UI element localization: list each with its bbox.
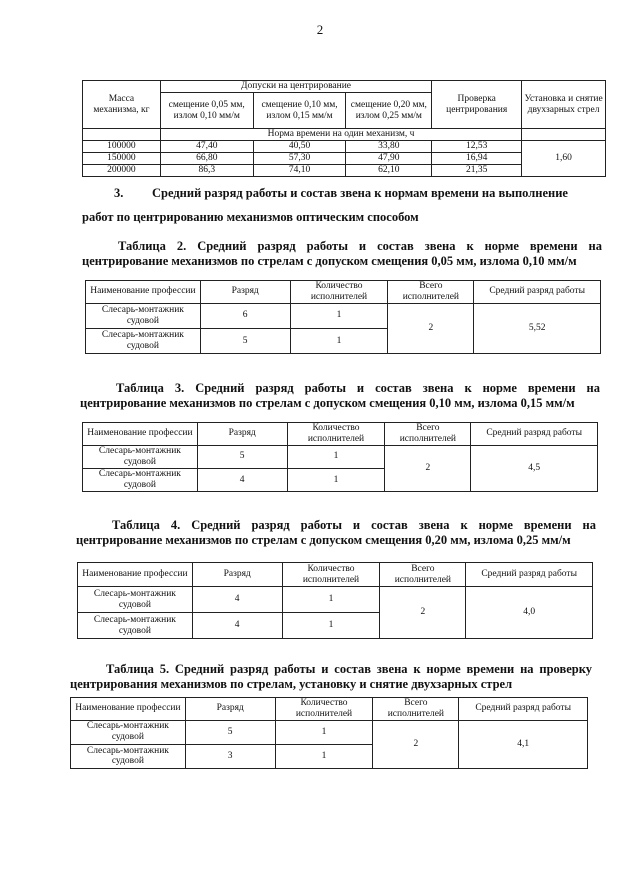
count-cell: 1 xyxy=(287,445,385,468)
grade-cell: 6 xyxy=(200,303,290,328)
profession-cell: Слесарь-монтажник судовой xyxy=(86,328,201,353)
col-header-grade: Разряд xyxy=(197,423,287,446)
mass-cell: 200000 xyxy=(83,164,161,176)
tolerance-1-cell: 47,40 xyxy=(160,140,253,152)
col-header-mass: Масса механизма, кг xyxy=(83,81,161,129)
total-cell: 2 xyxy=(388,303,474,353)
average-cell: 5,52 xyxy=(474,303,601,353)
total-cell: 2 xyxy=(373,720,459,768)
col-header-total: Всего исполнителей xyxy=(380,563,466,587)
tolerance-3-cell: 47,90 xyxy=(346,152,432,164)
check-cell: 12,53 xyxy=(432,140,522,152)
install-cell: 1,60 xyxy=(522,140,606,176)
profession-cell: Слесарь-монтажник судовой xyxy=(86,303,201,328)
crew-table-3 xyxy=(82,422,598,492)
mass-cell: 100000 xyxy=(83,140,161,152)
empty-cell xyxy=(83,129,161,141)
check-cell: 16,94 xyxy=(432,152,522,164)
profession-cell: Слесарь-монтажник судовой xyxy=(78,587,193,613)
count-cell: 1 xyxy=(290,328,388,353)
col-header-count: Количество исполнителей xyxy=(287,423,385,446)
mass-cell: 150000 xyxy=(83,152,161,164)
average-cell: 4,5 xyxy=(471,445,598,491)
profession-cell: Слесарь-монтажник судовой xyxy=(83,445,198,468)
grade-cell: 4 xyxy=(197,468,287,491)
section-number: 3. xyxy=(114,186,124,200)
count-cell: 1 xyxy=(282,613,380,639)
profession-cell: Слесарь-монтажник судовой xyxy=(71,744,186,768)
profession-cell: Слесарь-монтажник судовой xyxy=(83,468,198,491)
check-cell: 21,35 xyxy=(432,164,522,176)
col-header-profession: Наименование профессии xyxy=(86,281,201,304)
grade-cell: 4 xyxy=(192,613,282,639)
section-3-heading xyxy=(82,186,602,201)
col-header-profession: Наименование профессии xyxy=(83,423,198,446)
table-3-title: Таблица 3. Средний разряд работы и состав звена к норме времени на центрирование механизмов по стрелам с допуском смещения 0,10 мм, излома 0,15 мм/м xyxy=(80,381,600,410)
col-header-tolerance-1: смещение 0,05 мм, излом 0,10 мм/м xyxy=(160,93,253,129)
col-header-count: Количество исполнителей xyxy=(290,281,388,304)
col-header-average: Средний разряд работы xyxy=(474,281,601,304)
col-header-total: Всего исполнителей xyxy=(385,423,471,446)
grade-cell: 5 xyxy=(200,328,290,353)
col-header-grade: Разряд xyxy=(185,698,275,721)
count-cell: 1 xyxy=(275,744,373,768)
tolerance-2-cell: 74,10 xyxy=(253,164,346,176)
crew-table-5 xyxy=(70,697,588,769)
col-header-tolerances: Допуски на центрирование xyxy=(160,81,431,93)
time-norms-table xyxy=(82,80,606,177)
col-header-grade: Разряд xyxy=(192,563,282,587)
grade-cell: 5 xyxy=(197,445,287,468)
col-header-average: Средний разряд работы xyxy=(459,698,588,721)
col-header-tolerance-2: смещение 0,10 мм, излом 0,15 мм/м xyxy=(253,93,346,129)
norm-caption-row: Норма времени на один механизм, ч xyxy=(160,129,521,141)
tolerance-2-cell: 40,50 xyxy=(253,140,346,152)
count-cell: 1 xyxy=(275,720,373,744)
col-header-count: Количество исполнителей xyxy=(275,698,373,721)
page-number: 2 xyxy=(316,22,324,37)
total-cell: 2 xyxy=(380,587,466,639)
empty-cell xyxy=(522,129,606,141)
profession-cell: Слесарь-монтажник судовой xyxy=(78,613,193,639)
tolerance-1-cell: 66,80 xyxy=(160,152,253,164)
grade-cell: 5 xyxy=(185,720,275,744)
crew-table-2 xyxy=(85,280,601,354)
col-header-tolerance-3: смещение 0,20 мм, излом 0,25 мм/м xyxy=(346,93,432,129)
table-4-title: Таблица 4. Средний разряд работы и состав звена к норме времени на центрирование механизмов по стрелам с допуском смещения 0,20 мм, излома 0,25 мм/м xyxy=(76,518,596,547)
grade-cell: 4 xyxy=(192,587,282,613)
col-header-check: Проверка центрирования xyxy=(432,81,522,129)
total-cell: 2 xyxy=(385,445,471,491)
tolerance-2-cell: 57,30 xyxy=(253,152,346,164)
profession-cell: Слесарь-монтажник судовой xyxy=(71,720,186,744)
grade-cell: 3 xyxy=(185,744,275,768)
average-cell: 4,0 xyxy=(466,587,593,639)
tolerance-3-cell: 33,80 xyxy=(346,140,432,152)
section-3-heading-line-2: работ по центрированию механизмов оптическим способом xyxy=(82,210,419,224)
count-cell: 1 xyxy=(282,587,380,613)
col-header-total: Всего исполнителей xyxy=(388,281,474,304)
col-header-average: Средний разряд работы xyxy=(466,563,593,587)
table-2-title: Таблица 2. Средний разряд работы и состав звена к норме времени на центрирование механизмов по стрелам с допуском смещения 0,05 мм, излома 0,10 мм/м xyxy=(82,239,602,268)
col-header-average: Средний разряд работы xyxy=(471,423,598,446)
average-cell: 4,1 xyxy=(459,720,588,768)
count-cell: 1 xyxy=(287,468,385,491)
tolerance-1-cell: 86,3 xyxy=(160,164,253,176)
col-header-install: Установка и снятие двухзарных стрел xyxy=(522,81,606,129)
section-heading-line-1: Средний разряд работы и состав звена к нормам времени на выполнение xyxy=(152,186,568,200)
col-header-grade: Разряд xyxy=(200,281,290,304)
count-cell: 1 xyxy=(290,303,388,328)
col-header-profession: Наименование профессии xyxy=(78,563,193,587)
crew-table-4 xyxy=(77,562,593,639)
table-5-title: Таблица 5. Средний разряд работы и состав звена к норме времени на проверку центрирования механизмов по стрелам, установку и снятие двухзарных стрел xyxy=(70,662,592,691)
col-header-total: Всего исполнителей xyxy=(373,698,459,721)
tolerance-3-cell: 62,10 xyxy=(346,164,432,176)
col-header-profession: Наименование профессии xyxy=(71,698,186,721)
col-header-count: Количество исполнителей xyxy=(282,563,380,587)
